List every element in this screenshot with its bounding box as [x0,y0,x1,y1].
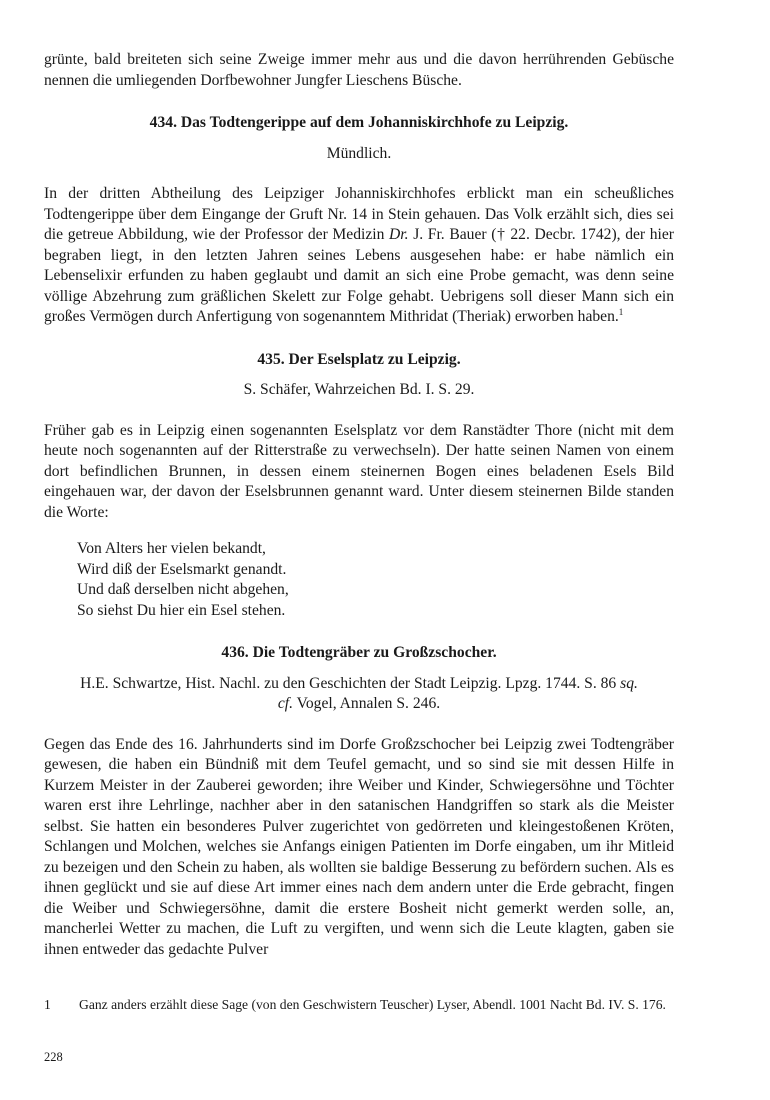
verse-line: Und daß derselben nicht abgehen, [77,581,289,598]
footnote-number: 1 [44,997,51,1012]
page-content [44,50,674,960]
section-436-source-italic-b: cf. [277,695,293,712]
section-434-text-a: In der dritten Abtheilung des Leipziger Johanniskirchhofes erblickt man ein scheußliches Todtengerippe über dem Eingange der Gruft Nr. 14 in Stein gehauen. Das Volk erzählt sich, dies sei die getreue Abbildung, wie der Professor der Medizin [44,185,674,243]
section-434-paragraph [44,184,674,328]
verse-line: Wird diß der Eselsmarkt genandt. [77,560,287,578]
section-435-title: 435. Der Eselsplatz zu Leipzig. [257,350,461,368]
page-number: 228 [44,1050,63,1064]
footnote [44,995,674,1014]
section-436-source-b: Vogel, Annalen S. 246. [293,695,441,712]
footnote-text: Ganz anders erzählt diese Sage (von den Geschwistern Teuscher) Lyser, Abendl. 1001 Nacht Bd. IV. S. 176. [79,997,666,1012]
footnote-reference[interactable]: 1 [618,307,624,317]
section-436-title: 436. Die Todtengräber zu Großzschocher. [221,644,497,661]
section-436-source-a: H.E. Schwartze, Hist. Nachl. zu den Geschichten der Stadt Leipzig. Lpzg. 1744. S. 86 [80,674,621,692]
section-434-source: Mündlich. [326,144,392,162]
verse-line: Von Alters her vielen bekandt, [77,540,266,557]
verse-line: So siehst Du hier ein Esel stehen. [77,601,286,619]
verse-block [77,539,674,621]
section-436-source [44,674,674,715]
section-434-text-b: J. Fr. Bauer († 22. Decbr. 1742), der hier begraben liegt, in den letzten Jahren seines Lebens ausgesehen habe: er habe nämlich ein Lebenselixir erfunden zu haben geglaubt und damit an sich eine Probe gemacht, was denn seine völlige Abzehrung zum gräßlichen Skelett zur Folge gehabt. Uebrigens soll dieser Mann sich ein großes Vermögen durch Anfertigung von sogenanntem Mithridat (Theriak) erworben haben. [44,226,674,325]
section-435-source: S. Schäfer, Wahrzeichen Bd. I. S. 29. [243,381,475,398]
section-436-paragraph: Gegen das Ende des 16. Jahrhunderts sind im Dorfe Großzschocher bei Leipzig zwei Todtengräber gewesen, die haben ein Bündniß mit dem Teufel gemacht, und so sind sie mit dessen Hilfe in Kurzem Meister in der Zauberei geworden; ihre Weiber und Kinder, Schwiegersöhne und Töchter waren erst ihre Lehrlinge, nachher aber in den satanischen Handgriffen so stark als die Meister selbst. Sie hatten ein besonderes Pulver zugerichtet von gedörreten und kleingestoßenen Kröten, Schlangen und Molchen, welches sie Anfangs einigen Patienten im Dorfe eingaben, um ihr Mitleid zu bezeigen und den Schein zu haben, als wollten sie baldige Besserung zu befördern suchen. Als es ihnen geglückt und sie auf diese Art immer eines nach dem andern unter die Erde gebracht, fingen die Weiber und Schwiegersöhne, damit die erstere Bosheit nicht gemerkt werden solle, an, mancherlei Wetter zu machen, die Luft zu vergiften, und wenn sich die Leute klagten, gaben sie ihnen entweder das gedachte Pulver [44,735,674,958]
section-434-italic: Dr. [389,226,409,243]
section-436-source-italic-a: sq. [620,674,638,692]
section-434-title: 434. Das Todtengerippe auf dem Johanniskirchhofe zu Leipzig. [149,114,569,131]
section-435-paragraph: Früher gab es in Leipzig einen sogenannten Eselsplatz vor dem Ranstädter Thore (nicht mit dem heute noch sogenannten auf der Ritterstraße zu verwechseln). Der hatte seinen Namen von einem dort befindlichen Brunnen, in dessen einem steinernen Bogen eines beladenen Esels Bild eingehauen war, der davon der Eselsbrunnen genannt ward. Unter diesem steinernen Bilde standen die Worte: [44,421,674,521]
intro-paragraph: grünte, bald breiteten sich seine Zweige immer mehr aus und die davon herrührenden Gebüsche nennen die umliegenden Dorfbewohner Jungfer Lieschens Büsche. [44,51,674,89]
